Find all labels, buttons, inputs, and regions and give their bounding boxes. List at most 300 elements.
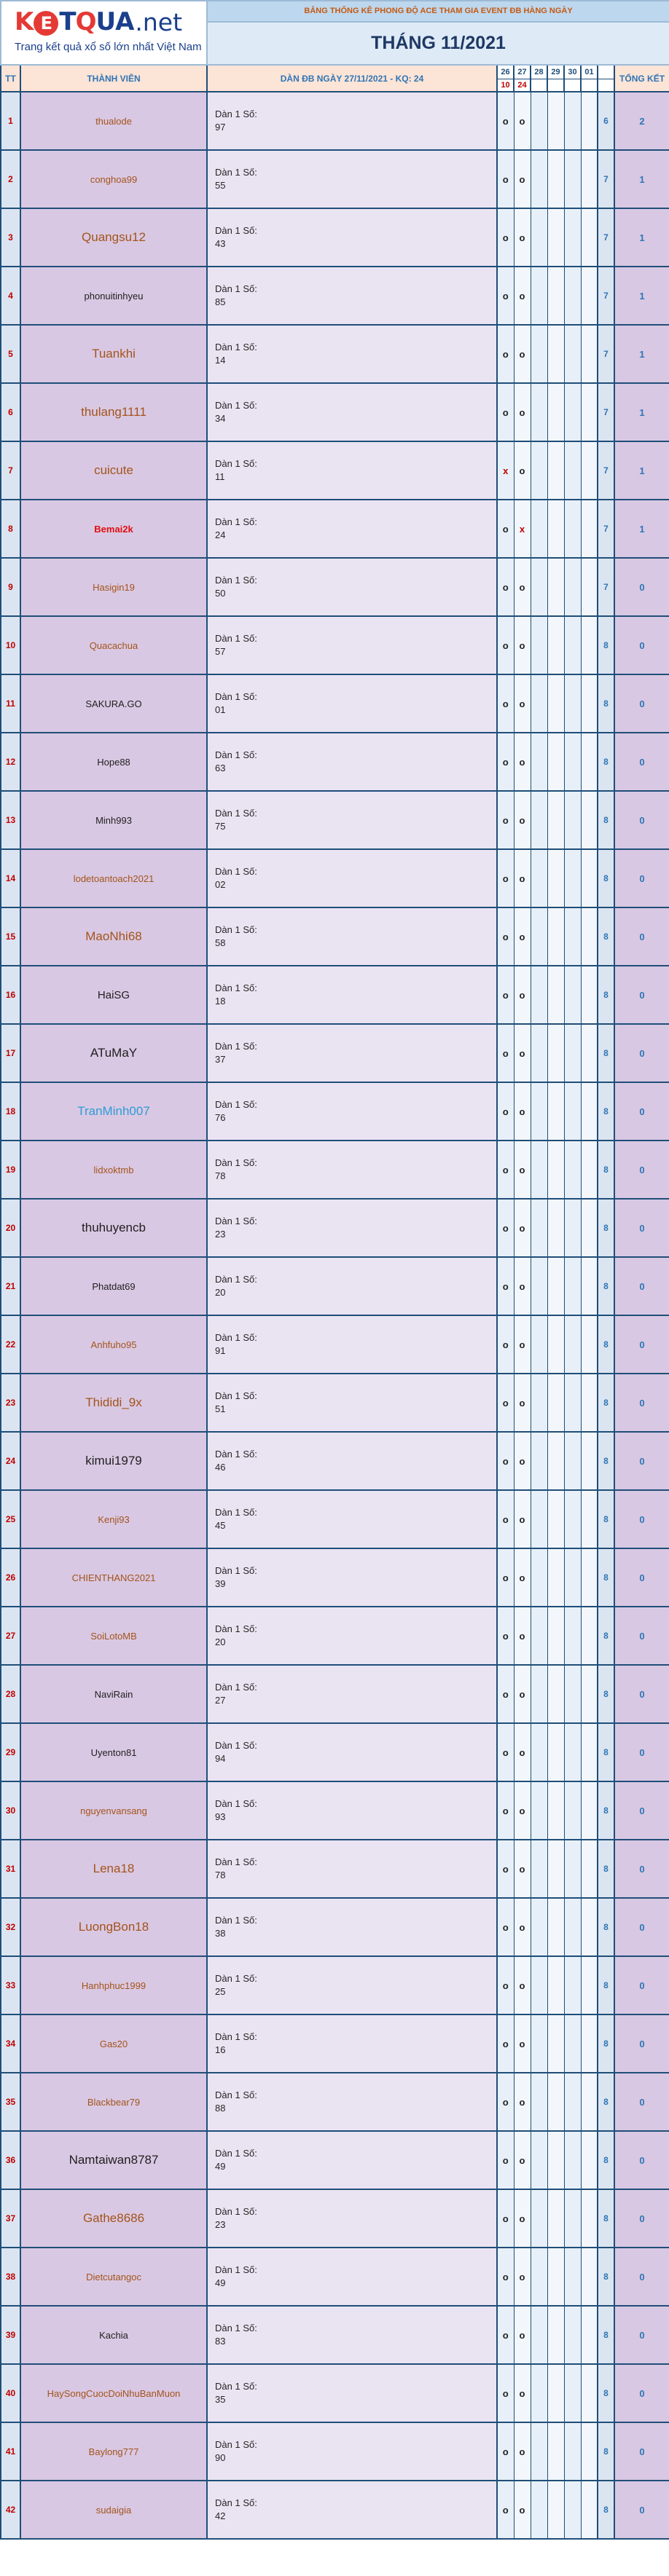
- dan-number: 01: [215, 704, 226, 715]
- member-name-link[interactable]: Uyenton81: [90, 1747, 137, 1758]
- day-mark: [581, 1956, 598, 2014]
- row-index: 22: [1, 1315, 20, 1374]
- day-mark: [581, 1432, 598, 1490]
- member-name-link[interactable]: thuhuyencb: [82, 1221, 146, 1234]
- day-mark: [531, 733, 547, 791]
- member-cell: [20, 1315, 207, 1374]
- day-mark: [531, 2189, 547, 2248]
- day-mark: [564, 1257, 581, 1315]
- member-row: [1, 1082, 669, 1141]
- dan-label: Dàn 1 Số:: [215, 1565, 257, 1576]
- day-mark: o: [497, 558, 514, 616]
- dan-number: 63: [215, 763, 226, 773]
- total-score: 0: [614, 1781, 669, 1840]
- row-index: 8: [1, 500, 20, 558]
- day-mark: [547, 849, 564, 907]
- dan-cell: [207, 733, 497, 791]
- miss-count: 7: [598, 208, 614, 267]
- day-mark: [564, 441, 581, 500]
- dan-label: Dàn 1 Số:: [215, 1623, 257, 1634]
- member-name-link[interactable]: ATuMaY: [90, 1046, 138, 1060]
- day-mark: [581, 2422, 598, 2481]
- member-name-link[interactable]: Quacachua: [89, 640, 138, 651]
- row-index: 10: [1, 616, 20, 674]
- member-cell: [20, 674, 207, 733]
- day-mark: [564, 791, 581, 849]
- member-name-link[interactable]: Thididi_9x: [85, 1395, 142, 1409]
- row-index: 32: [1, 1898, 20, 1956]
- day-mark: [531, 849, 547, 907]
- day-mark: [531, 674, 547, 733]
- day-mark: o: [514, 267, 531, 325]
- day-mark: [531, 92, 547, 150]
- day-mark: [581, 2248, 598, 2306]
- member-name-link[interactable]: lidxoktmb: [93, 1165, 134, 1175]
- day-mark: [547, 907, 564, 966]
- member-name-link[interactable]: MaoNhi68: [85, 929, 142, 943]
- member-cell: [20, 441, 207, 500]
- member-name-link[interactable]: conghoa99: [90, 174, 138, 185]
- day-mark: [547, 2131, 564, 2189]
- day-mark: [581, 1315, 598, 1374]
- row-index: 16: [1, 966, 20, 1024]
- day-mark: [531, 2306, 547, 2364]
- total-score: 0: [614, 1607, 669, 1665]
- member-name-link[interactable]: HaySongCuocDoiNhuBanMuon: [47, 2388, 181, 2399]
- member-row: [1, 2481, 669, 2539]
- member-cell: [20, 267, 207, 325]
- day-mark: [547, 733, 564, 791]
- member-name-link[interactable]: Gathe8686: [82, 2211, 145, 2225]
- day-mark: o: [497, 791, 514, 849]
- day-result: 24: [514, 79, 531, 92]
- day-mark: [547, 1548, 564, 1607]
- dan-number: 43: [215, 238, 226, 249]
- member-name-link[interactable]: phonuitinhyeu: [84, 291, 144, 302]
- day-mark: [531, 1199, 547, 1257]
- row-index: 36: [1, 2131, 20, 2189]
- day-mark: [531, 2248, 547, 2306]
- day-mark: [547, 1840, 564, 1898]
- total-score: 0: [614, 1315, 669, 1374]
- day-header: 26: [497, 65, 514, 79]
- total-score: 0: [614, 616, 669, 674]
- member-name-link[interactable]: Lena18: [93, 1862, 135, 1875]
- member-cell: [20, 1490, 207, 1548]
- member-row: [1, 325, 669, 383]
- day-mark: [564, 2306, 581, 2364]
- miss-count: 8: [598, 1315, 614, 1374]
- member-name-link[interactable]: Bemai2k: [94, 524, 133, 535]
- member-name-link[interactable]: Hope88: [97, 757, 130, 768]
- day-mark: o: [514, 1723, 531, 1781]
- row-index: 38: [1, 2248, 20, 2306]
- dan-number: 20: [215, 1636, 226, 1647]
- day-mark: [531, 966, 547, 1024]
- day-mark: o: [497, 1607, 514, 1665]
- day-mark: [531, 2481, 547, 2539]
- day-mark: o: [514, 2073, 531, 2131]
- day-mark: [547, 966, 564, 1024]
- day-mark: x: [514, 500, 531, 558]
- member-row: [1, 500, 669, 558]
- day-mark: [581, 849, 598, 907]
- row-index: 3: [1, 208, 20, 267]
- day-mark: [547, 2422, 564, 2481]
- member-cell: [20, 1374, 207, 1432]
- day-mark: [564, 1199, 581, 1257]
- day-mark: [581, 674, 598, 733]
- day-mark: o: [497, 907, 514, 966]
- day-mark: [564, 1374, 581, 1432]
- logo-domain: .net: [135, 7, 183, 36]
- dan-label: Dàn 1 Số:: [215, 1390, 257, 1401]
- row-index: 26: [1, 1548, 20, 1607]
- day-mark: [547, 2481, 564, 2539]
- day-mark: [531, 150, 547, 208]
- day-mark: [547, 1141, 564, 1199]
- miss-count: 7: [598, 558, 614, 616]
- day-mark: [531, 2422, 547, 2481]
- day-mark: [581, 2364, 598, 2422]
- member-name-link[interactable]: kimui1979: [85, 1454, 142, 1468]
- day-mark: o: [497, 2422, 514, 2481]
- total-score: 0: [614, 1898, 669, 1956]
- day-header: 28: [531, 65, 547, 79]
- day-mark: [547, 2248, 564, 2306]
- dan-cell: [207, 2073, 497, 2131]
- member-row: [1, 1898, 669, 1956]
- day-mark: o: [514, 907, 531, 966]
- dan-label: Dàn 1 Số:: [215, 1216, 257, 1226]
- member-row: [1, 2189, 669, 2248]
- day-mark: [581, 791, 598, 849]
- member-name-link[interactable]: Dietcutangoc: [86, 2272, 141, 2282]
- day-mark: o: [497, 2481, 514, 2539]
- day-mark: [581, 733, 598, 791]
- member-cell: [20, 1781, 207, 1840]
- day-mark: [547, 2014, 564, 2073]
- row-index: 12: [1, 733, 20, 791]
- day-mark: [581, 1199, 598, 1257]
- day-header: 30: [564, 65, 581, 79]
- dan-label: Dàn 1 Số:: [215, 1682, 257, 1693]
- member-name-link[interactable]: SoiLotoMB: [90, 1631, 137, 1642]
- day-mark: [531, 1257, 547, 1315]
- member-cell: [20, 558, 207, 616]
- member-row: [1, 1374, 669, 1432]
- day-mark: o: [497, 733, 514, 791]
- dan-number: 51: [215, 1403, 226, 1414]
- total-score: 0: [614, 1548, 669, 1607]
- miss-count: 8: [598, 1024, 614, 1082]
- member-row: [1, 1781, 669, 1840]
- dan-number: 16: [215, 2044, 226, 2055]
- member-name-link[interactable]: SAKURA.GO: [85, 698, 142, 709]
- day-result: [531, 79, 547, 92]
- member-name-link[interactable]: nguyenvansang: [80, 1805, 147, 1816]
- total-score: 0: [614, 2481, 669, 2539]
- day-mark: o: [514, 1898, 531, 1956]
- total-score: 0: [614, 2364, 669, 2422]
- miss-count: 8: [598, 2481, 614, 2539]
- member-name-link[interactable]: Hasigin19: [93, 582, 135, 593]
- total-score: 0: [614, 1141, 669, 1199]
- day-mark: o: [514, 1432, 531, 1490]
- logo-letter: K: [15, 7, 34, 36]
- day-mark: [547, 2073, 564, 2131]
- dan-cell: [207, 1665, 497, 1723]
- day-mark: [547, 208, 564, 267]
- day-mark: o: [514, 1548, 531, 1607]
- member-cell: [20, 1257, 207, 1315]
- miss-count: 8: [598, 1199, 614, 1257]
- day-mark: x: [497, 441, 514, 500]
- member-name-link[interactable]: HaiSG: [97, 988, 130, 1001]
- member-row: [1, 2306, 669, 2364]
- day-mark: [581, 1257, 598, 1315]
- dan-cell: [207, 1723, 497, 1781]
- member-name-link[interactable]: Anhfuho95: [90, 1339, 137, 1350]
- total-score: 0: [614, 907, 669, 966]
- day-mark: [581, 907, 598, 966]
- day-mark: [531, 2073, 547, 2131]
- day-mark: [581, 966, 598, 1024]
- day-mark: [564, 2248, 581, 2306]
- day-mark: o: [514, 1199, 531, 1257]
- member-row: [1, 558, 669, 616]
- row-index: 31: [1, 1840, 20, 1898]
- dan-cell: [207, 2481, 497, 2539]
- day-mark: o: [514, 1840, 531, 1898]
- dan-label: Dàn 1 Số:: [215, 2323, 257, 2333]
- miss-count: 8: [598, 1257, 614, 1315]
- total-score: 0: [614, 1199, 669, 1257]
- day-mark: o: [497, 1082, 514, 1141]
- dan-label: Dàn 1 Số:: [215, 109, 257, 119]
- member-name-link[interactable]: NaviRain: [94, 1689, 133, 1700]
- day-mark: [564, 1781, 581, 1840]
- day-mark: [547, 1315, 564, 1374]
- total-score: 1: [614, 150, 669, 208]
- member-row: [1, 616, 669, 674]
- day-mark: [581, 267, 598, 325]
- dan-label: Dàn 1 Số:: [215, 1449, 257, 1460]
- day-mark: o: [497, 1199, 514, 1257]
- miss-count: 8: [598, 966, 614, 1024]
- dan-label: Dàn 1 Số:: [215, 924, 257, 935]
- miss-count: 7: [598, 150, 614, 208]
- member-name-link[interactable]: Tuankhi: [92, 347, 136, 361]
- member-row: [1, 2364, 669, 2422]
- logo[interactable]: [1, 1, 207, 65]
- miss-count: 8: [598, 2073, 614, 2131]
- day-mark: [531, 1665, 547, 1723]
- day-mark: [547, 2306, 564, 2364]
- dan-label: Dàn 1 Số:: [215, 691, 257, 702]
- member-name-link[interactable]: Kenji93: [98, 1514, 130, 1525]
- day-mark: [564, 849, 581, 907]
- member-name-link[interactable]: thualode: [95, 116, 132, 127]
- member-name-link[interactable]: Phatdat69: [92, 1281, 136, 1292]
- dan-number: 42: [215, 2510, 226, 2521]
- member-cell: [20, 1723, 207, 1781]
- member-row: [1, 849, 669, 907]
- total-score: 0: [614, 791, 669, 849]
- day-mark: [531, 907, 547, 966]
- day-result: [547, 79, 564, 92]
- member-name-link[interactable]: cuicute: [94, 463, 133, 477]
- day-mark: o: [514, 1665, 531, 1723]
- dan-label: Dàn 1 Số:: [215, 225, 257, 236]
- day-mark: [564, 907, 581, 966]
- member-cell: [20, 92, 207, 150]
- member-name-link[interactable]: Baylong777: [88, 2446, 139, 2457]
- row-index: 1: [1, 92, 20, 150]
- day-mark: [564, 616, 581, 674]
- dan-label: Dàn 1 Số:: [215, 342, 257, 352]
- day-mark: [581, 1024, 598, 1082]
- day-mark: [547, 616, 564, 674]
- dan-number: 02: [215, 879, 226, 890]
- dan-cell: [207, 1082, 497, 1141]
- row-index: 17: [1, 1024, 20, 1082]
- member-name-link[interactable]: Quangsu12: [82, 230, 146, 244]
- miss-count: 8: [598, 1374, 614, 1432]
- day-mark: [581, 441, 598, 500]
- day-mark: [547, 791, 564, 849]
- row-index: 29: [1, 1723, 20, 1781]
- day-mark: o: [497, 2364, 514, 2422]
- day-mark: [564, 2189, 581, 2248]
- day-mark: [531, 441, 547, 500]
- day-mark: [564, 2014, 581, 2073]
- miss-count: 8: [598, 616, 614, 674]
- day-mark: o: [514, 2481, 531, 2539]
- day-mark: o: [497, 1840, 514, 1898]
- day-mark: o: [497, 2014, 514, 2073]
- total-score: 0: [614, 1956, 669, 2014]
- day-mark: [531, 1548, 547, 1607]
- dan-number: 55: [215, 180, 226, 191]
- day-mark: [531, 791, 547, 849]
- day-mark: o: [514, 2364, 531, 2422]
- member-name-link[interactable]: LuongBon18: [78, 1920, 149, 1934]
- member-name-link[interactable]: Kachia: [99, 2330, 128, 2341]
- member-name-link[interactable]: Blackbear79: [87, 2097, 141, 2108]
- day-mark: [531, 208, 547, 267]
- miss-count: 8: [598, 849, 614, 907]
- day-mark: o: [497, 1665, 514, 1723]
- dan-label: Dàn 1 Số:: [215, 1041, 257, 1052]
- dan-cell: [207, 1490, 497, 1548]
- day-mark: [547, 674, 564, 733]
- miss-count: 8: [598, 1141, 614, 1199]
- member-row: [1, 2248, 669, 2306]
- day-mark: [547, 1432, 564, 1490]
- row-index: 20: [1, 1199, 20, 1257]
- dan-cell: [207, 791, 497, 849]
- day-mark: [547, 1257, 564, 1315]
- day-mark: o: [497, 2073, 514, 2131]
- day-mark: o: [497, 1024, 514, 1082]
- day-mark: o: [514, 1257, 531, 1315]
- dan-label: Dàn 1 Số:: [215, 1798, 257, 1809]
- member-row: [1, 1024, 669, 1082]
- member-row: [1, 2422, 669, 2481]
- day-mark: [564, 1723, 581, 1781]
- dan-number: 50: [215, 588, 226, 599]
- dan-number: 90: [215, 2452, 226, 2463]
- day-mark: [581, 1723, 598, 1781]
- dan-number: 76: [215, 1112, 226, 1123]
- dan-cell: [207, 558, 497, 616]
- day-mark: [581, 1374, 598, 1432]
- day-mark: o: [514, 1141, 531, 1199]
- day-mark: o: [514, 733, 531, 791]
- day-mark: [547, 1723, 564, 1781]
- total-score: 0: [614, 558, 669, 616]
- day-mark: [547, 1374, 564, 1432]
- day-result: 10: [497, 79, 514, 92]
- day-mark: [581, 150, 598, 208]
- row-index: 33: [1, 1956, 20, 2014]
- member-name-link[interactable]: thulang1111: [81, 405, 146, 419]
- day-mark: [564, 1082, 581, 1141]
- column-header-dan: DÀN ĐB NGÀY 27/11/2021 - KQ: 24: [207, 65, 497, 92]
- dan-label: Dàn 1 Số:: [215, 866, 257, 877]
- member-name-link[interactable]: Namtaiwan8787: [69, 2153, 159, 2167]
- dan-label: Dàn 1 Số:: [215, 283, 257, 294]
- total-score: 0: [614, 2422, 669, 2481]
- day-mark: [547, 2189, 564, 2248]
- total-score: 0: [614, 1665, 669, 1723]
- day-mark: o: [514, 849, 531, 907]
- member-name-link[interactable]: Gas20: [99, 2039, 128, 2049]
- dan-cell: [207, 2364, 497, 2422]
- total-score: 0: [614, 2131, 669, 2189]
- miss-count: 8: [598, 2364, 614, 2422]
- member-rows: [1, 92, 669, 2539]
- dan-cell: [207, 2131, 497, 2189]
- miss-count: 7: [598, 383, 614, 441]
- day-mark: [564, 1024, 581, 1082]
- member-name-link[interactable]: lodetoantoach2021: [73, 873, 154, 884]
- row-index: 27: [1, 1607, 20, 1665]
- day-mark: o: [514, 2248, 531, 2306]
- dan-number: 11: [215, 471, 225, 482]
- member-name-link[interactable]: TranMinh007: [77, 1104, 150, 1118]
- day-mark: o: [497, 383, 514, 441]
- dan-cell: [207, 441, 497, 500]
- day-mark: [564, 1548, 581, 1607]
- dan-number: 27: [215, 1695, 226, 1706]
- day-header: 27: [514, 65, 531, 79]
- member-name-link[interactable]: Hanhphuc1999: [81, 1980, 146, 1991]
- miss-count: 7: [598, 267, 614, 325]
- dan-cell: [207, 1548, 497, 1607]
- row-index: 37: [1, 2189, 20, 2248]
- column-header-member: THÀNH VIÊN: [20, 65, 207, 92]
- day-mark: [547, 2364, 564, 2422]
- member-name-link[interactable]: Minh993: [95, 815, 132, 826]
- miss-count: 8: [598, 1956, 614, 2014]
- dan-label: Dàn 1 Số:: [215, 1157, 257, 1168]
- member-name-link[interactable]: sudaigia: [95, 2505, 132, 2516]
- dan-number: 34: [215, 413, 226, 424]
- member-name-link[interactable]: CHIENTHANG2021: [71, 1572, 156, 1583]
- day-mark: [547, 92, 564, 150]
